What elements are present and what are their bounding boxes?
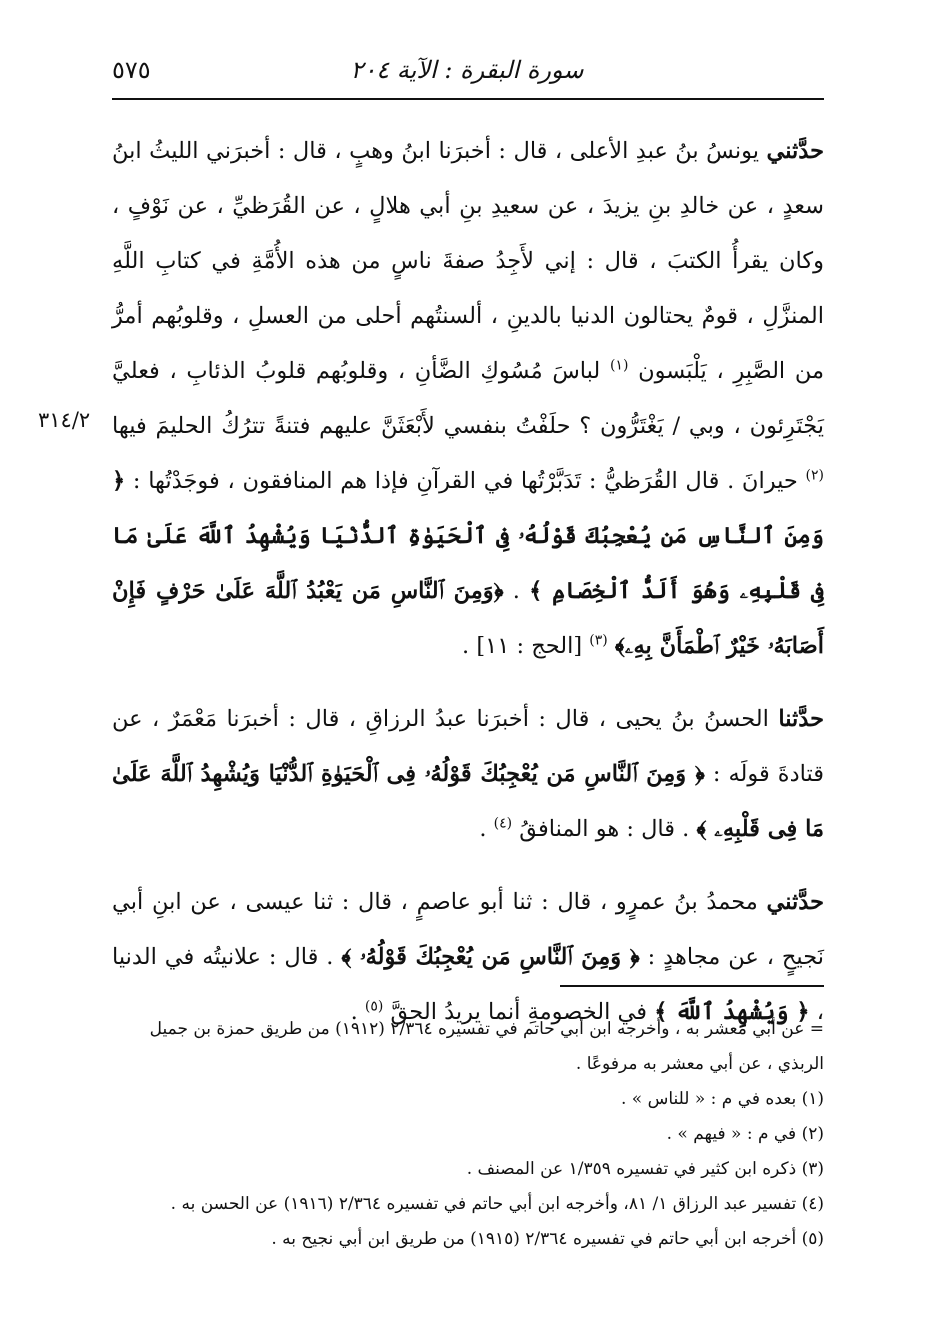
paragraph-text: . قال : علانيتُه في الدنيا ، — [112, 944, 824, 1025]
footnote-rule — [560, 985, 824, 987]
main-text — [112, 124, 824, 1058]
footnote-marker: (٤) — [493, 815, 513, 832]
isnad-lead: حدَّثني — [766, 889, 824, 915]
footnote-marker: (٥) — [364, 998, 384, 1015]
paragraph-text: يونسُ بنُ عبدِ الأعلى ، قال : أخبرَنا ابنُ وهبٍ ، قال : أخبرَني الليثُ ابنُ سعدٍ ، عن خالدِ بنِ يزيدَ ، عن سعيدِ بنِ أبي هلالٍ ، عن القُرَظيِّ ، عن نَوْفٍ ، وكان يقرأُ الكتبَ ، قال : إني لأَجِدُ صفةَ ناسٍ من هذه الأُمَّةِ في كتابِ اللَّهِ المنزَّلِ ، قومٌ يحتالون الدنيا بالدينِ ، ألسنتُهم أحلى من العسلِ ، وقلوبُهم أمرُّ من الصَّبِرِ ، يَلْبَسون — [112, 138, 825, 384]
footnote-4: (٤) تفسير عبد الرزاق ١/ ٨١، وأخرجه ابن أبي حاتم في تفسيره ٢/٣٦٤ (١٩١٦) عن الحسن به . — [170, 1194, 824, 1214]
footnote-marker: (١) — [609, 357, 629, 374]
paragraph-text: [الحج : ١١] . — [462, 633, 583, 659]
quran-quote: ﴿ وَمِنَ ٱلنَّاسِ مَن يُعْجِبُكَ قَوْلُهُۥ فِى ٱلْحَيَوٰةِ ٱلدُّنْيَا وَيُشْهِدُ ٱللَّهَ عَلَىٰ مَا فِى قَلْبِهِۦ وَهُوَ أَلَدُّ ٱلْخِصَامِ ﴾ — [112, 468, 825, 604]
footnote-3: (٣) ذكره ابن كثير في تفسيره ١/٣٥٩ عن المصنف . — [466, 1159, 824, 1179]
footnote-1: (١) بعده في م : « للناس » . — [620, 1089, 824, 1109]
paragraph-1 — [112, 124, 824, 674]
page-number: ٥٧٥ — [112, 56, 151, 84]
paragraph-text: لباسَ مُسُوكِ الضَّأنِ ، وقلوبُهم قلوبُ الذئابِ ، فعليَّ يَجْتَرِئون ، وبي / يَغْتَرُّون ؟ حلَفْتُ بنفسي لأَبْعَثَنَّ عليهم فتنةً تترُكُ الحليمَ فيها — [112, 358, 824, 439]
paragraph-text: في الخصومةِ أنما يريدُ الحقَّ — [390, 999, 648, 1025]
footnote-2: (٢) في م : « فيهم » . — [666, 1124, 824, 1144]
quran-quote: ﴿ وَمِنَ ٱلنَّاسِ مَن يُعْجِبُكَ قَوْلُهُۥ ﴾ — [341, 944, 640, 970]
margin-reference: ٣١٤/٢ — [38, 408, 91, 432]
footnote-5: (٥) أخرجه ابن أبي حاتم في تفسيره ٢/٣٦٤ (١٩١٥) من طريق ابن أبي نجيح به . — [271, 1229, 824, 1249]
paragraph-text: . قال : هو المنافقُ — [519, 816, 690, 842]
header-rule — [112, 98, 824, 100]
quran-quote: ﴿وَمِنَ ٱلنَّاسِ مَن يَعْبُدُ ٱللَّهَ عَلَىٰ حَرْفٍ فَإِنْ أَصَابَهُۥ خَيْرٌ ٱطْمَأَنَّ بِهِۦ﴾ — [112, 578, 824, 659]
quran-quote: ﴿ وَمِنَ ٱلنَّاسِ مَن يُعْجِبُكَ قَوْلُهُۥ فِى ٱلْحَيَوٰةِ ٱلدُّنْيَا وَيُشْهِدُ ٱللَّهَ عَلَىٰ مَا فِى قَلْبِهِۦ ﴾ — [112, 761, 824, 842]
paragraph-text: الحسنُ بنُ يحيى ، قال : أخبرَنا عبدُ الرزاقِ ، قال : أخبرَنا مَعْمَرٌ ، عن قتادةَ قولَه : — [112, 706, 824, 787]
quran-quote: ﴿ وَيُشْهِدُ ٱللَّهَ ﴾ — [654, 999, 810, 1025]
paragraph-text: حيرانَ . قال القُرَظيُّ : تَدَبَّرْتُها في القرآنِ فإذا هم المنافقون ، فوجَدْتُها : — [132, 468, 798, 494]
running-title: سورة البقرة : الآية ٢٠٤ — [350, 56, 584, 84]
isnad-lead: حدَّثني — [766, 138, 824, 164]
paragraph-text: . — [350, 999, 358, 1025]
paragraph-2 — [112, 692, 824, 857]
footnotes — [112, 1012, 824, 1257]
page-header — [112, 52, 822, 92]
paragraph-text: محمدُ بنُ عمرٍو ، قال : ثنا أبو عاصمٍ ، قال : ثنا عيسى ، عن ابنِ أبي نَجيحٍ ، عن مجاهدٍ : — [112, 889, 825, 970]
paragraph-text: . — [512, 578, 520, 604]
paragraph-text: . — [479, 816, 487, 842]
footnote-marker: (٢) — [805, 467, 825, 484]
footnote-continuation: = عن أبي معشر به ، وأخرجه ابن أبي حاتم في تفسيره ٢/٣٦٤ (١٩١٢) من طريق حمزة بن جميل الربذي ، عن أبي معشر به مرفوعًا . — [149, 1019, 824, 1074]
footnote-marker: (٣) — [589, 632, 608, 649]
isnad-lead: حدَّثنا — [778, 706, 824, 732]
